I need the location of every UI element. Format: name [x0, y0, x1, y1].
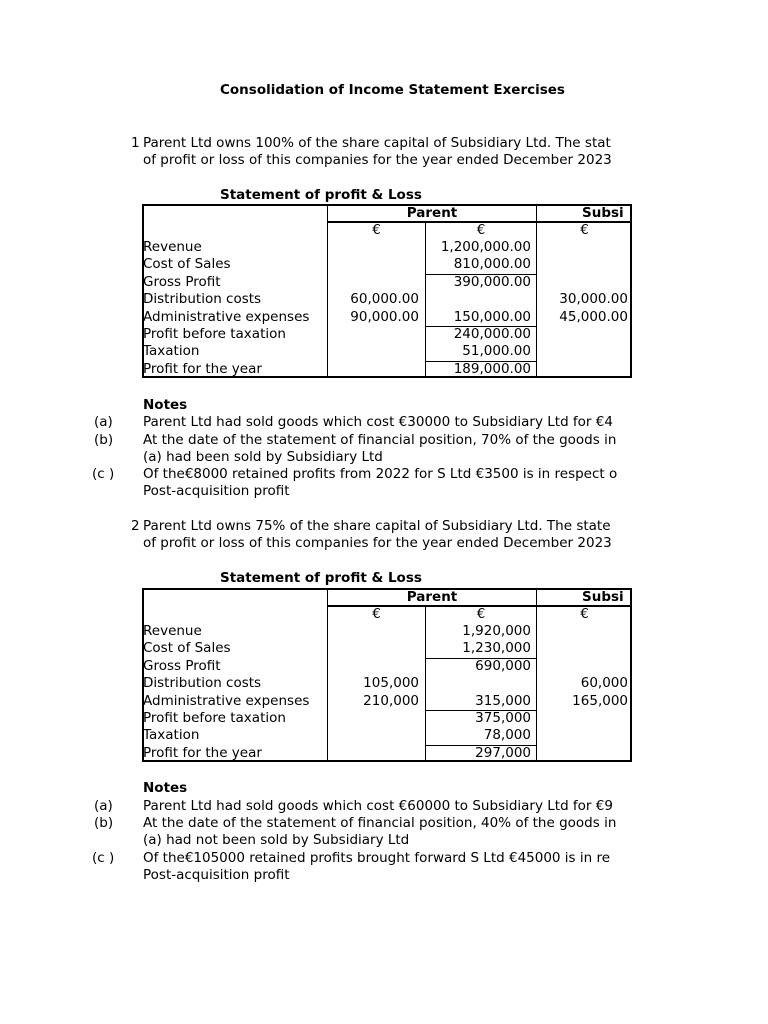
row-value: 1,230,000: [462, 640, 531, 656]
exercise-number: 1: [131, 135, 140, 151]
note-text: Of the€8000 retained profits from 2022 for S Ltd €3500 is in respect o: [143, 466, 618, 482]
note-marker: (b): [94, 432, 114, 448]
row-value: 150,000.00: [453, 309, 531, 325]
row-value: 297,000: [475, 745, 531, 761]
notes-heading: Notes: [143, 780, 188, 796]
row-label: Revenue: [143, 239, 202, 255]
statement-title: Statement of profit & Loss: [220, 570, 422, 586]
row-value: 375,000: [475, 710, 531, 726]
row-label: Distribution costs: [143, 675, 262, 691]
row-value: 390,000.00: [453, 274, 531, 290]
exercise-number: 2: [131, 518, 140, 534]
row-label: Cost of Sales: [143, 256, 231, 272]
row-value: 60,000: [580, 675, 628, 691]
row-label: Gross Profit: [143, 658, 221, 674]
row-label: Profit before taxation: [143, 710, 286, 726]
row-value: 810,000.00: [453, 256, 531, 272]
currency-symbol: €: [372, 222, 381, 238]
row-label: Administrative expenses: [143, 693, 310, 709]
row-value: 78,000: [483, 727, 531, 743]
row-label: Taxation: [143, 727, 200, 743]
note-text: (a) had not been sold by Subsidiary Ltd: [143, 832, 410, 848]
row-value: 240,000.00: [453, 326, 531, 342]
exercise-intro-line: Parent Ltd owns 75% of the share capital of Subsidiary Ltd. The state: [143, 518, 611, 534]
exercise-intro-line: Parent Ltd owns 100% of the share capital of Subsidiary Ltd. The stat: [143, 135, 611, 151]
column-header-parent: Parent: [406, 205, 458, 221]
note-text: At the date of the statement of financial position, 70% of the goods in: [143, 432, 617, 448]
currency-symbol: €: [580, 606, 589, 622]
statement-table: [142, 588, 634, 764]
table-rule: [425, 222, 426, 378]
row-label: Taxation: [143, 343, 200, 359]
row-value: 315,000: [475, 693, 531, 709]
note-text: Post-acquisition profit: [143, 867, 290, 883]
row-value: 1,200,000.00: [440, 239, 531, 255]
row-label: Profit before taxation: [143, 326, 286, 342]
note-text: (a) had been sold by Subsidiary Ltd: [143, 449, 383, 465]
note-text: Post-acquisition profit: [143, 483, 290, 499]
currency-symbol: €: [580, 222, 589, 238]
column-header-parent: Parent: [406, 589, 458, 605]
note-text: Parent Ltd had sold goods which cost €30000 to Subsidiary Ltd for €4: [143, 414, 613, 430]
row-value: 30,000.00: [559, 291, 628, 307]
row-value: 189,000.00: [453, 361, 531, 377]
column-header-subsidiary: Subsi: [582, 589, 624, 605]
note-marker: (a): [94, 414, 113, 430]
page-title: Consolidation of Income Statement Exercises: [220, 82, 565, 98]
currency-symbol: €: [476, 222, 486, 238]
statement-title: Statement of profit & Loss: [220, 187, 422, 203]
currency-symbol: €: [372, 606, 381, 622]
row-label: Profit for the year: [143, 361, 262, 377]
note-text: At the date of the statement of financial position, 40% of the goods in: [143, 815, 617, 831]
row-label: Administrative expenses: [143, 309, 310, 325]
exercise-intro-line: of profit or loss of this companies for the year ended December 2023: [143, 152, 612, 168]
row-label: Distribution costs: [143, 291, 262, 307]
row-label: Cost of Sales: [143, 640, 231, 656]
row-value: 51,000.00: [462, 343, 531, 359]
currency-symbol: €: [476, 606, 486, 622]
row-label: Revenue: [143, 623, 202, 639]
row-value: 60,000.00: [350, 291, 419, 307]
note-marker: (c ): [92, 466, 115, 482]
row-value: 1,920,000: [462, 623, 531, 639]
note-marker: (c ): [92, 850, 115, 866]
row-value: 210,000: [363, 693, 419, 709]
row-value: 90,000.00: [350, 309, 419, 325]
row-label: Profit for the year: [143, 745, 262, 761]
column-header-subsidiary: Subsi: [582, 205, 624, 221]
statement-table: [142, 204, 634, 380]
note-text: Of the€105000 retained profits brought forward S Ltd €45000 is in re: [143, 850, 611, 866]
row-value: 165,000: [572, 693, 628, 709]
row-value: 105,000: [363, 675, 419, 691]
row-label: Gross Profit: [143, 274, 221, 290]
row-value: 690,000: [475, 658, 531, 674]
table-rule: [425, 606, 426, 762]
notes-heading: Notes: [143, 397, 188, 413]
row-value: 45,000.00: [559, 309, 628, 325]
note-text: Parent Ltd had sold goods which cost €60000 to Subsidiary Ltd for €9: [143, 798, 613, 814]
exercise-intro-line: of profit or loss of this companies for the year ended December 2023: [143, 535, 612, 551]
note-marker: (a): [94, 798, 113, 814]
note-marker: (b): [94, 815, 114, 831]
